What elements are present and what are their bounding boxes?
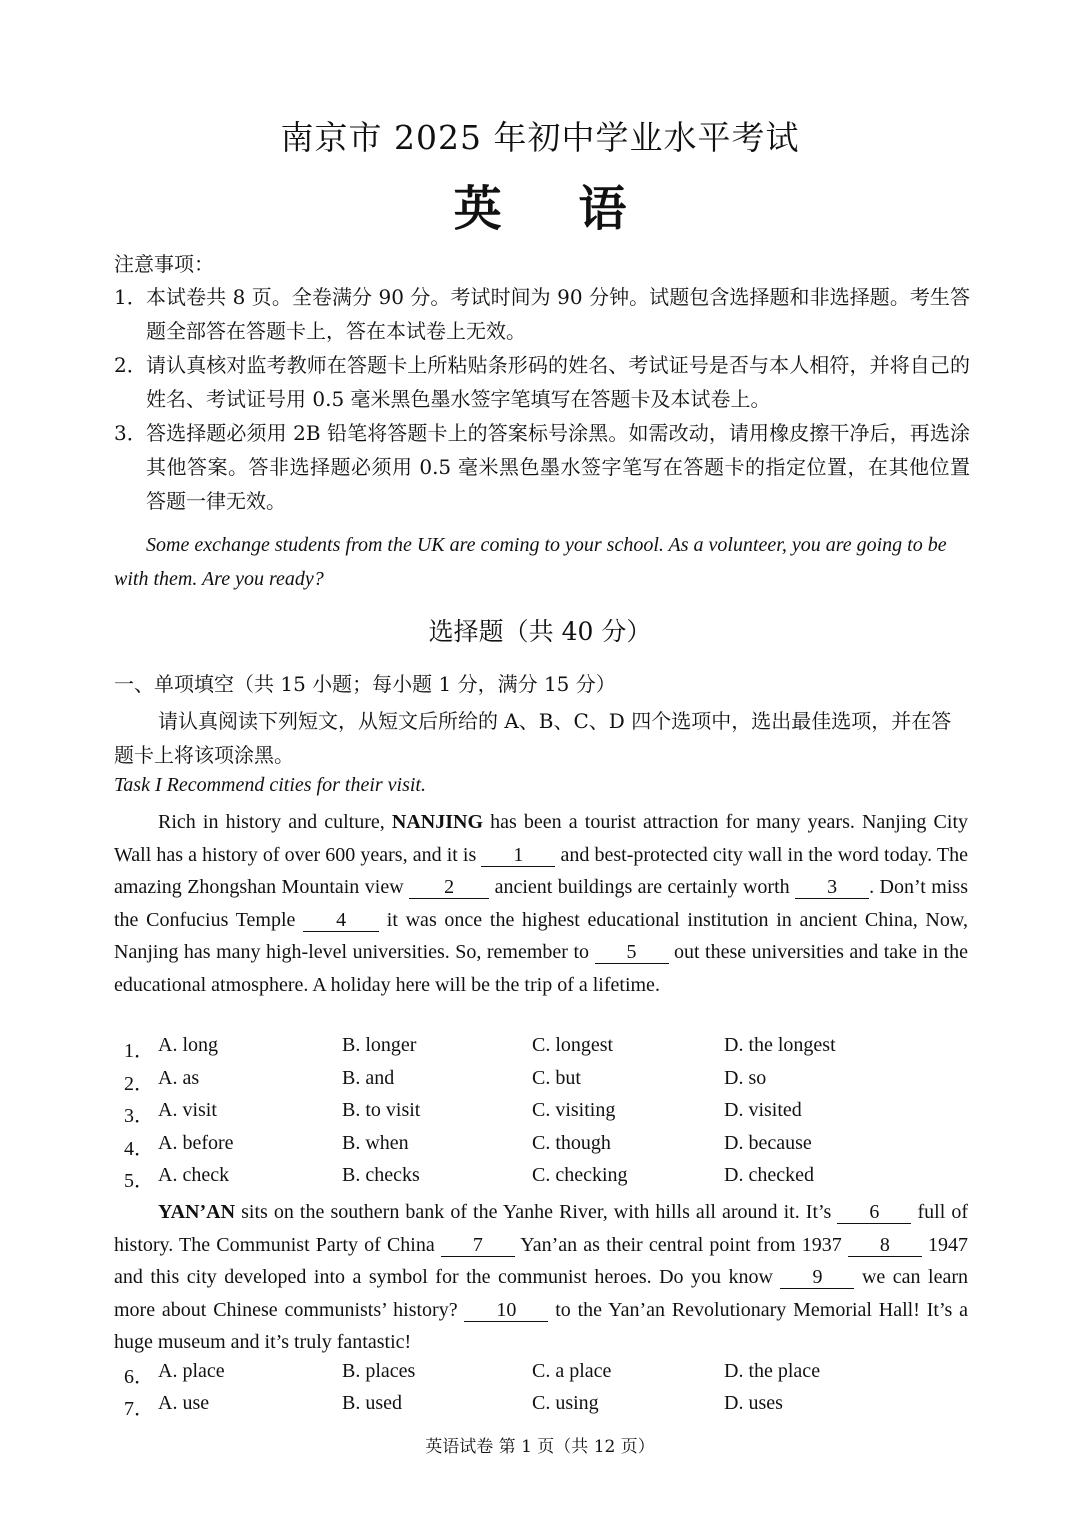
option-d: D. checked [724, 1164, 814, 1186]
city-name: NANJING [391, 811, 484, 833]
option-d: D. uses [724, 1392, 783, 1414]
option-a: A. before [158, 1132, 234, 1154]
question-number: 3． [124, 1105, 154, 1127]
question-row-3 [124, 1099, 974, 1131]
passage-text: we can learn more about Chinese communists’ history? [114, 1266, 969, 1321]
option-a: A. visit [158, 1099, 217, 1121]
passage-text: sits on the southern bank of the Yanhe River, with hills all around it. It’s [235, 1201, 838, 1223]
option-c: C. but [532, 1067, 581, 1089]
passage-text: Yan’an as their central point from 1937 [514, 1233, 848, 1256]
section-title: 选择题（共 40 分） [428, 617, 652, 646]
note-number: 1． [114, 285, 147, 309]
note-item-3 [114, 416, 970, 518]
option-c: C. checking [532, 1164, 628, 1186]
passage-text: ancient buildings are certainly worth [489, 876, 796, 899]
instruction-text: 请认真阅读下列短文，从短文后所给的 A、B、C、D 四个选项中，选出最佳选项，并在答题卡上将该项涂黑。 [114, 709, 952, 767]
passage-text: it was once the highest educational institution in ancient China, Now, Nanjing has many high-level universities. So, remember to [114, 908, 968, 964]
note-item-1 [114, 280, 970, 348]
passage-text: . Don’t miss the Confucius Temple [114, 876, 968, 931]
blank-4: 4 [303, 909, 379, 932]
option-c: C. longest [532, 1034, 614, 1056]
option-b: B. when [342, 1132, 409, 1154]
passage-text: has been a tourist attraction for many years. Nanjing City Wall has a history of over 600 years, and it is [114, 811, 968, 866]
option-a: A. check [158, 1164, 230, 1186]
question-number: 6． [124, 1366, 154, 1388]
option-a: A. place [158, 1360, 225, 1382]
option-b: B. to visit [342, 1099, 421, 1121]
blank-9: 9 [780, 1266, 854, 1289]
question-row-2 [124, 1067, 974, 1099]
note-text: 答选择题必须用 2B 铅笔将答题卡上的答案标号涂黑。如需改动，请用橡皮擦干净后，再选涂其他答案。答非选择题必须用 0.5 毫米黑色墨水签字笔写在答题卡的指定位置，在其他位置答题一律无效。 [146, 421, 970, 513]
exam-title: 南京市 2025 年初中学业水平考试 [280, 118, 800, 157]
city-name: YAN’AN [158, 1201, 236, 1223]
passage-text: out these universities and take in the educational atmosphere. A holiday here will be the trip of a lifetime. [114, 941, 968, 996]
option-d: D. the place [724, 1360, 821, 1382]
option-c: C. a place [532, 1360, 612, 1382]
page-footer: 英语试卷 第 1 页（共 12 页） [425, 1437, 655, 1457]
option-d: D. the longest [724, 1034, 836, 1056]
note-text: 本试卷共 8 页。全卷满分 90 分。考试时间为 90 分钟。试题包含选择题和非选择题。考生答题全部答在答题卡上，答在本试卷上无效。 [146, 285, 970, 343]
option-b: B. places [342, 1360, 416, 1382]
question-number: 4． [124, 1138, 154, 1160]
note-text: 请认真核对监考教师在答题卡上所粘贴条形码的姓名、考试证号是否与本人相符，并将自己的姓名、考试证号用 0.5 毫米黑色墨水签字笔填写在答题卡及本试卷上。 [146, 353, 970, 411]
blank-1: 1 [481, 844, 555, 867]
question-row-1 [124, 1034, 974, 1066]
passage-text: and best-protected city wall in the word today. The amazing Zhongshan Mountain view [114, 843, 968, 899]
option-a: A. long [158, 1034, 218, 1056]
notes-heading: 注意事项： [114, 252, 214, 276]
question-row-4 [124, 1132, 974, 1164]
passage-text: full of history. The Communist Party of China [114, 1201, 968, 1256]
question-number: 7． [124, 1398, 154, 1420]
note-number: 2． [114, 353, 147, 377]
question-row-7 [124, 1392, 974, 1424]
blank-6: 6 [837, 1201, 911, 1224]
option-d: D. visited [724, 1099, 802, 1121]
question-number: 2． [124, 1073, 154, 1095]
blank-8: 8 [848, 1234, 922, 1257]
subject-title: 英 语 [453, 181, 627, 237]
intro-text: Some exchange students from the UK are coming to your school. As a volunteer, you are going to be with them. Are you ready? [114, 534, 947, 590]
option-b: B. checks [342, 1164, 420, 1186]
option-b: B. longer [342, 1034, 417, 1056]
option-b: B. and [342, 1067, 395, 1089]
part-title: 一、单项填空（共 15 小题；每小题 1 分，满分 15 分） [114, 672, 616, 696]
option-c: C. though [532, 1132, 611, 1154]
option-c: C. using [532, 1392, 599, 1414]
option-d: D. because [724, 1132, 812, 1154]
blank-5: 5 [595, 941, 669, 964]
option-a: A. as [158, 1067, 200, 1089]
passage-yanan [114, 1196, 968, 1359]
note-number: 3． [114, 421, 147, 445]
option-d: D. so [724, 1067, 767, 1089]
option-a: A. use [158, 1392, 210, 1414]
blank-2: 2 [409, 876, 489, 899]
question-number: 5． [124, 1170, 154, 1192]
task-title: Task I Recommend cities for their visit. [114, 774, 426, 796]
question-number: 1． [124, 1040, 154, 1062]
passage-text: 1947 and this city developed into a symbol for the communist heroes. Do you know [114, 1233, 968, 1289]
question-row-5 [124, 1164, 974, 1196]
blank-10: 10 [464, 1299, 548, 1322]
blank-7: 7 [441, 1234, 515, 1257]
blank-3: 3 [795, 876, 869, 899]
question-row-6 [124, 1360, 974, 1392]
passage-nanjing [114, 806, 968, 1002]
passage-text: to the Yan’an Revolutionary Memorial Hall! It’s a huge museum and it’s truly fantastic! [114, 1298, 968, 1354]
note-item-2 [114, 348, 970, 416]
option-b: B. used [342, 1392, 402, 1414]
option-c: C. visiting [532, 1099, 616, 1121]
passage-text: Rich in history and culture, [158, 811, 392, 833]
